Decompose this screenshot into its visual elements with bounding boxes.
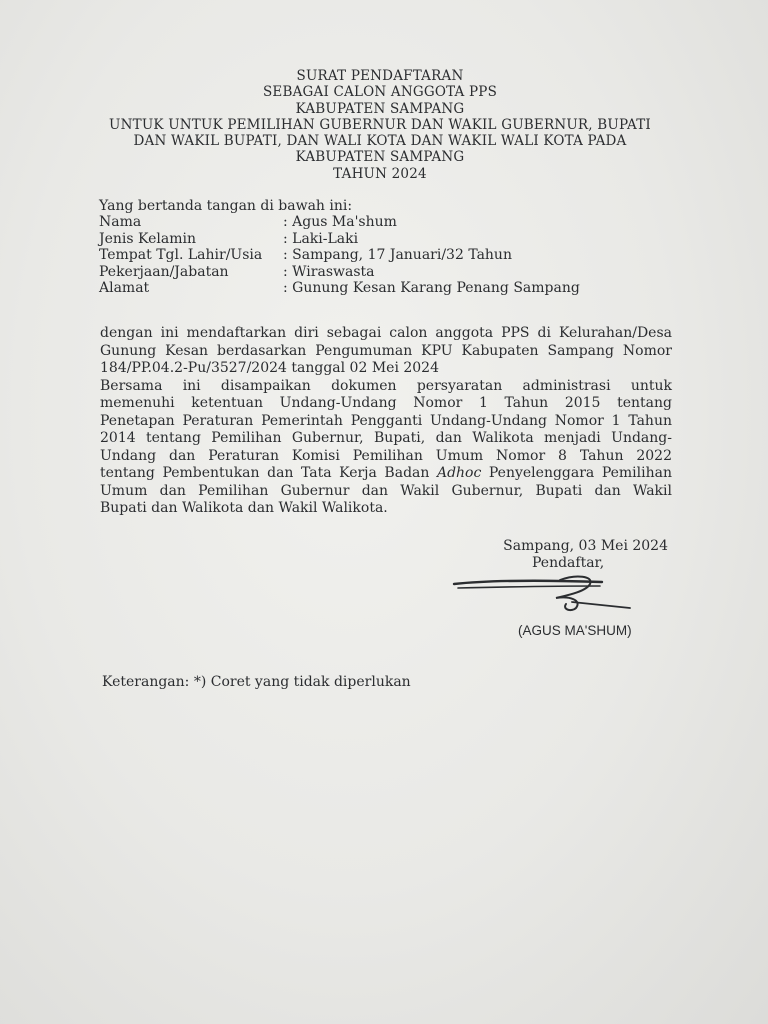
body-line: Penetapan Peraturan Pemerintah Pengganti Undang-Undang Nomor 1 Tahun: [100, 412, 672, 429]
place-date: Sampang, 03 Mei 2024: [503, 538, 668, 554]
field-label: Jenis Kelamin: [99, 230, 196, 247]
title-line: KABUPATEN SAMPANG: [295, 149, 465, 166]
body-line: 184/PP.04.2-Pu/3527/2024 tanggal 02 Mei 2024: [100, 360, 440, 376]
title-line: TAHUN 2024: [333, 165, 427, 182]
body-line: Gunung Kesan berdasarkan Pengumuman KPU Kabupaten Sampang Nomor: [100, 342, 672, 359]
field-value: : Sampang, 17 Januari/32 Tahun: [283, 247, 512, 263]
adhoc-italic: Adhoc: [436, 465, 482, 481]
field-row-alamat: [99, 280, 580, 297]
body-text: [100, 325, 672, 518]
title-line: SEBAGAI CALON ANGGOTA PPS: [262, 84, 498, 101]
field-row-jenis-kelamin: [99, 231, 580, 248]
body-line: Undang dan Peraturan Komisi Pemilihan Umum Nomor 8 Tahun 2022: [100, 447, 672, 464]
field-value: : Gunung Kesan Karang Penang Sampang: [283, 280, 580, 296]
body-line: memenuhi ketentuan Undang-Undang Nomor 1 Tahun 2015 tentang: [100, 395, 672, 411]
title-line: SURAT PENDAFTARAN: [296, 68, 464, 84]
field-label: Nama: [99, 214, 142, 230]
field-row-nama: [99, 214, 580, 231]
identity-fields: [99, 214, 580, 297]
field-value: : Laki-Laki: [283, 230, 359, 247]
intro-text: Yang bertanda tangan di bawah ini:: [99, 198, 353, 214]
document-title: [90, 68, 670, 182]
field-value: : Wiraswasta: [283, 263, 375, 280]
body-line: Bupati dan Walikota dan Wakil Walikota.: [100, 500, 388, 516]
handwritten-signature-icon: [452, 574, 642, 622]
title-line: DAN WAKIL BUPATI, DAN WALI KOTA DAN WAKIL WALI KOTA PADA: [133, 133, 627, 150]
body-line: [100, 465, 672, 483]
field-row-pekerjaan: [99, 264, 580, 281]
field-value: : Agus Ma'shum: [283, 214, 397, 230]
body-text-segment: tentang Pembentukan dan Tata Kerja Badan: [100, 465, 437, 481]
body-line: Umum dan Pemilihan Gubernur dan Wakil Gubernur, Bupati dan Wakil: [100, 482, 672, 499]
field-row-tempat-tgl-lahir: [99, 247, 580, 264]
signer-name: (AGUS MA'SHUM): [518, 623, 632, 638]
title-line: UNTUK UNTUK PEMILIHAN GUBERNUR DAN WAKIL GUBERNUR, BUPATI: [109, 116, 651, 133]
body-line: Bersama ini disampaikan dokumen persyaratan administrasi untuk: [100, 377, 672, 394]
footnote: Keterangan: *) Coret yang tidak diperlukan: [102, 674, 411, 690]
title-line: KABUPATEN SAMPANG: [295, 100, 465, 117]
body-line: dengan ini mendaftarkan diri sebagai calon anggota PPS di Kelurahan/Desa: [100, 325, 672, 341]
field-label: Pekerjaan/Jabatan: [99, 263, 229, 280]
body-line: 2014 tentang Pemilihan Gubernur, Bupati, dan Walikota menjadi Undang-: [100, 430, 672, 446]
body-text-segment: Penyelenggara Pemilihan: [481, 465, 672, 481]
field-label: Tempat Tgl. Lahir/Usia: [99, 247, 263, 263]
field-label: Alamat: [99, 280, 150, 296]
signer-role: Pendaftar,: [532, 555, 605, 571]
